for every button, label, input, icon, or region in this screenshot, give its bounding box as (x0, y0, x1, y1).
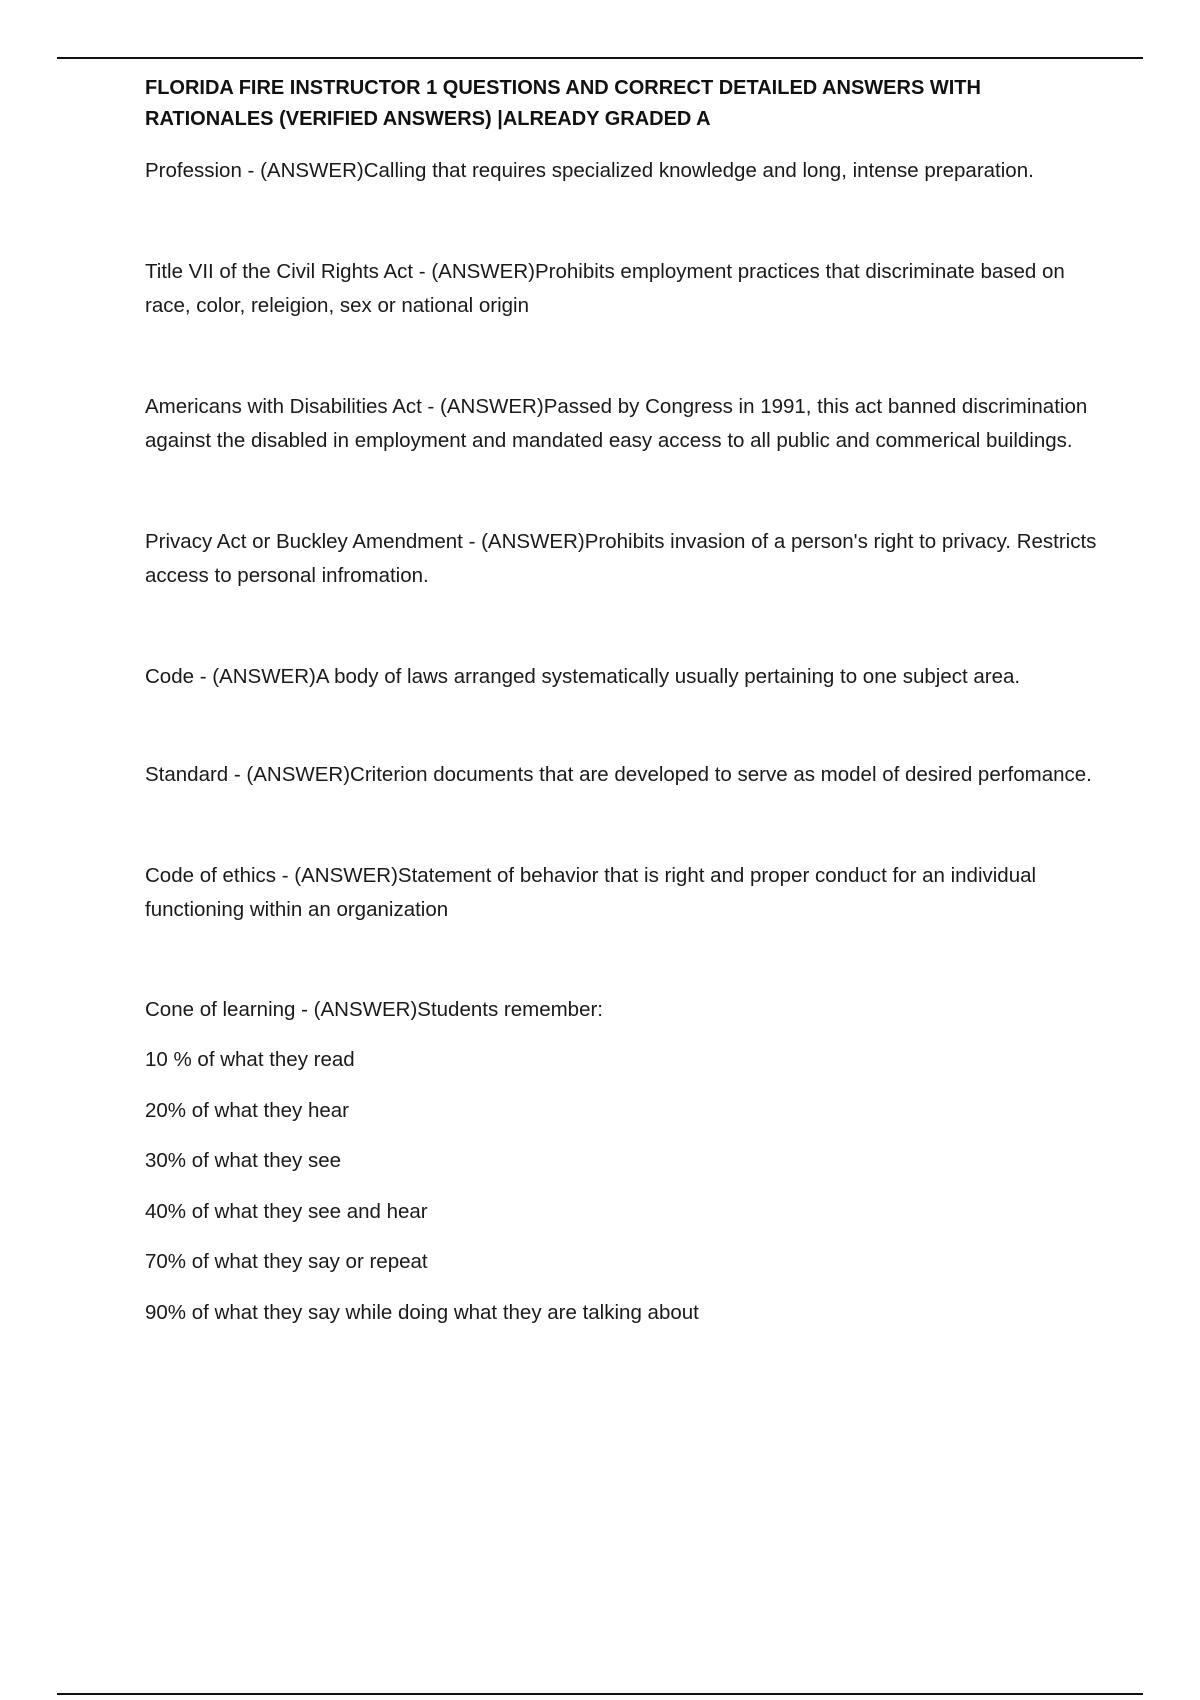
qa-entry-code: Code - (ANSWER)A body of laws arranged systematically usually pertaining to one subject area. (145, 665, 1021, 688)
list-item: 70% of what they say or repeat (145, 1250, 428, 1273)
list-item: 40% of what they see and hear (145, 1199, 428, 1223)
qa-entry-code-of-ethics: Code of ethics - (ANSWER)Statement of behavior that is right and proper conduct for an individual functioning within an organization (145, 864, 1037, 921)
footer-rule (57, 1693, 1143, 1695)
header-rule (57, 57, 1143, 59)
qa-entry-privacy-act: Privacy Act or Buckley Amendment - (ANSWER)Prohibits invasion of a person's right to privacy. Restricts access to personal infromation. (145, 530, 1097, 587)
list-item: 90% of what they say while doing what they are talking about (145, 1300, 699, 1324)
document-title: FLORIDA FIRE INSTRUCTOR 1 QUESTIONS AND CORRECT DETAILED ANSWERS WITH RATIONALES (VERIFIED ANSWERS) |ALREADY GRADED A (145, 77, 981, 130)
list-item: 30% of what they see (145, 1149, 342, 1172)
list-item: 20% of what they hear (145, 1098, 349, 1122)
list-item: 10 % of what they read (145, 1048, 355, 1071)
cone-of-learning-list (145, 1043, 1105, 1330)
qa-entry-cone-of-learning: Cone of learning - (ANSWER)Students remember: (145, 998, 604, 1021)
qa-entry-profession: Profession - (ANSWER)Calling that requires specialized knowledge and long, intense preparation. (145, 159, 1034, 182)
qa-entry-standard: Standard - (ANSWER)Criterion documents that are developed to serve as model of desired perfomance. (145, 763, 1092, 786)
qa-entry-title-vii: Title VII of the Civil Rights Act - (ANSWER)Prohibits employment practices that discriminate based on race, color, releigion, sex or national origin (145, 260, 1065, 317)
qa-entry-ada: Americans with Disabilities Act - (ANSWER)Passed by Congress in 1991, this act banned discrimination against the disabled in employment and mandated easy access to all public and commerical buildings. (145, 395, 1088, 452)
document-body (145, 73, 1105, 1346)
